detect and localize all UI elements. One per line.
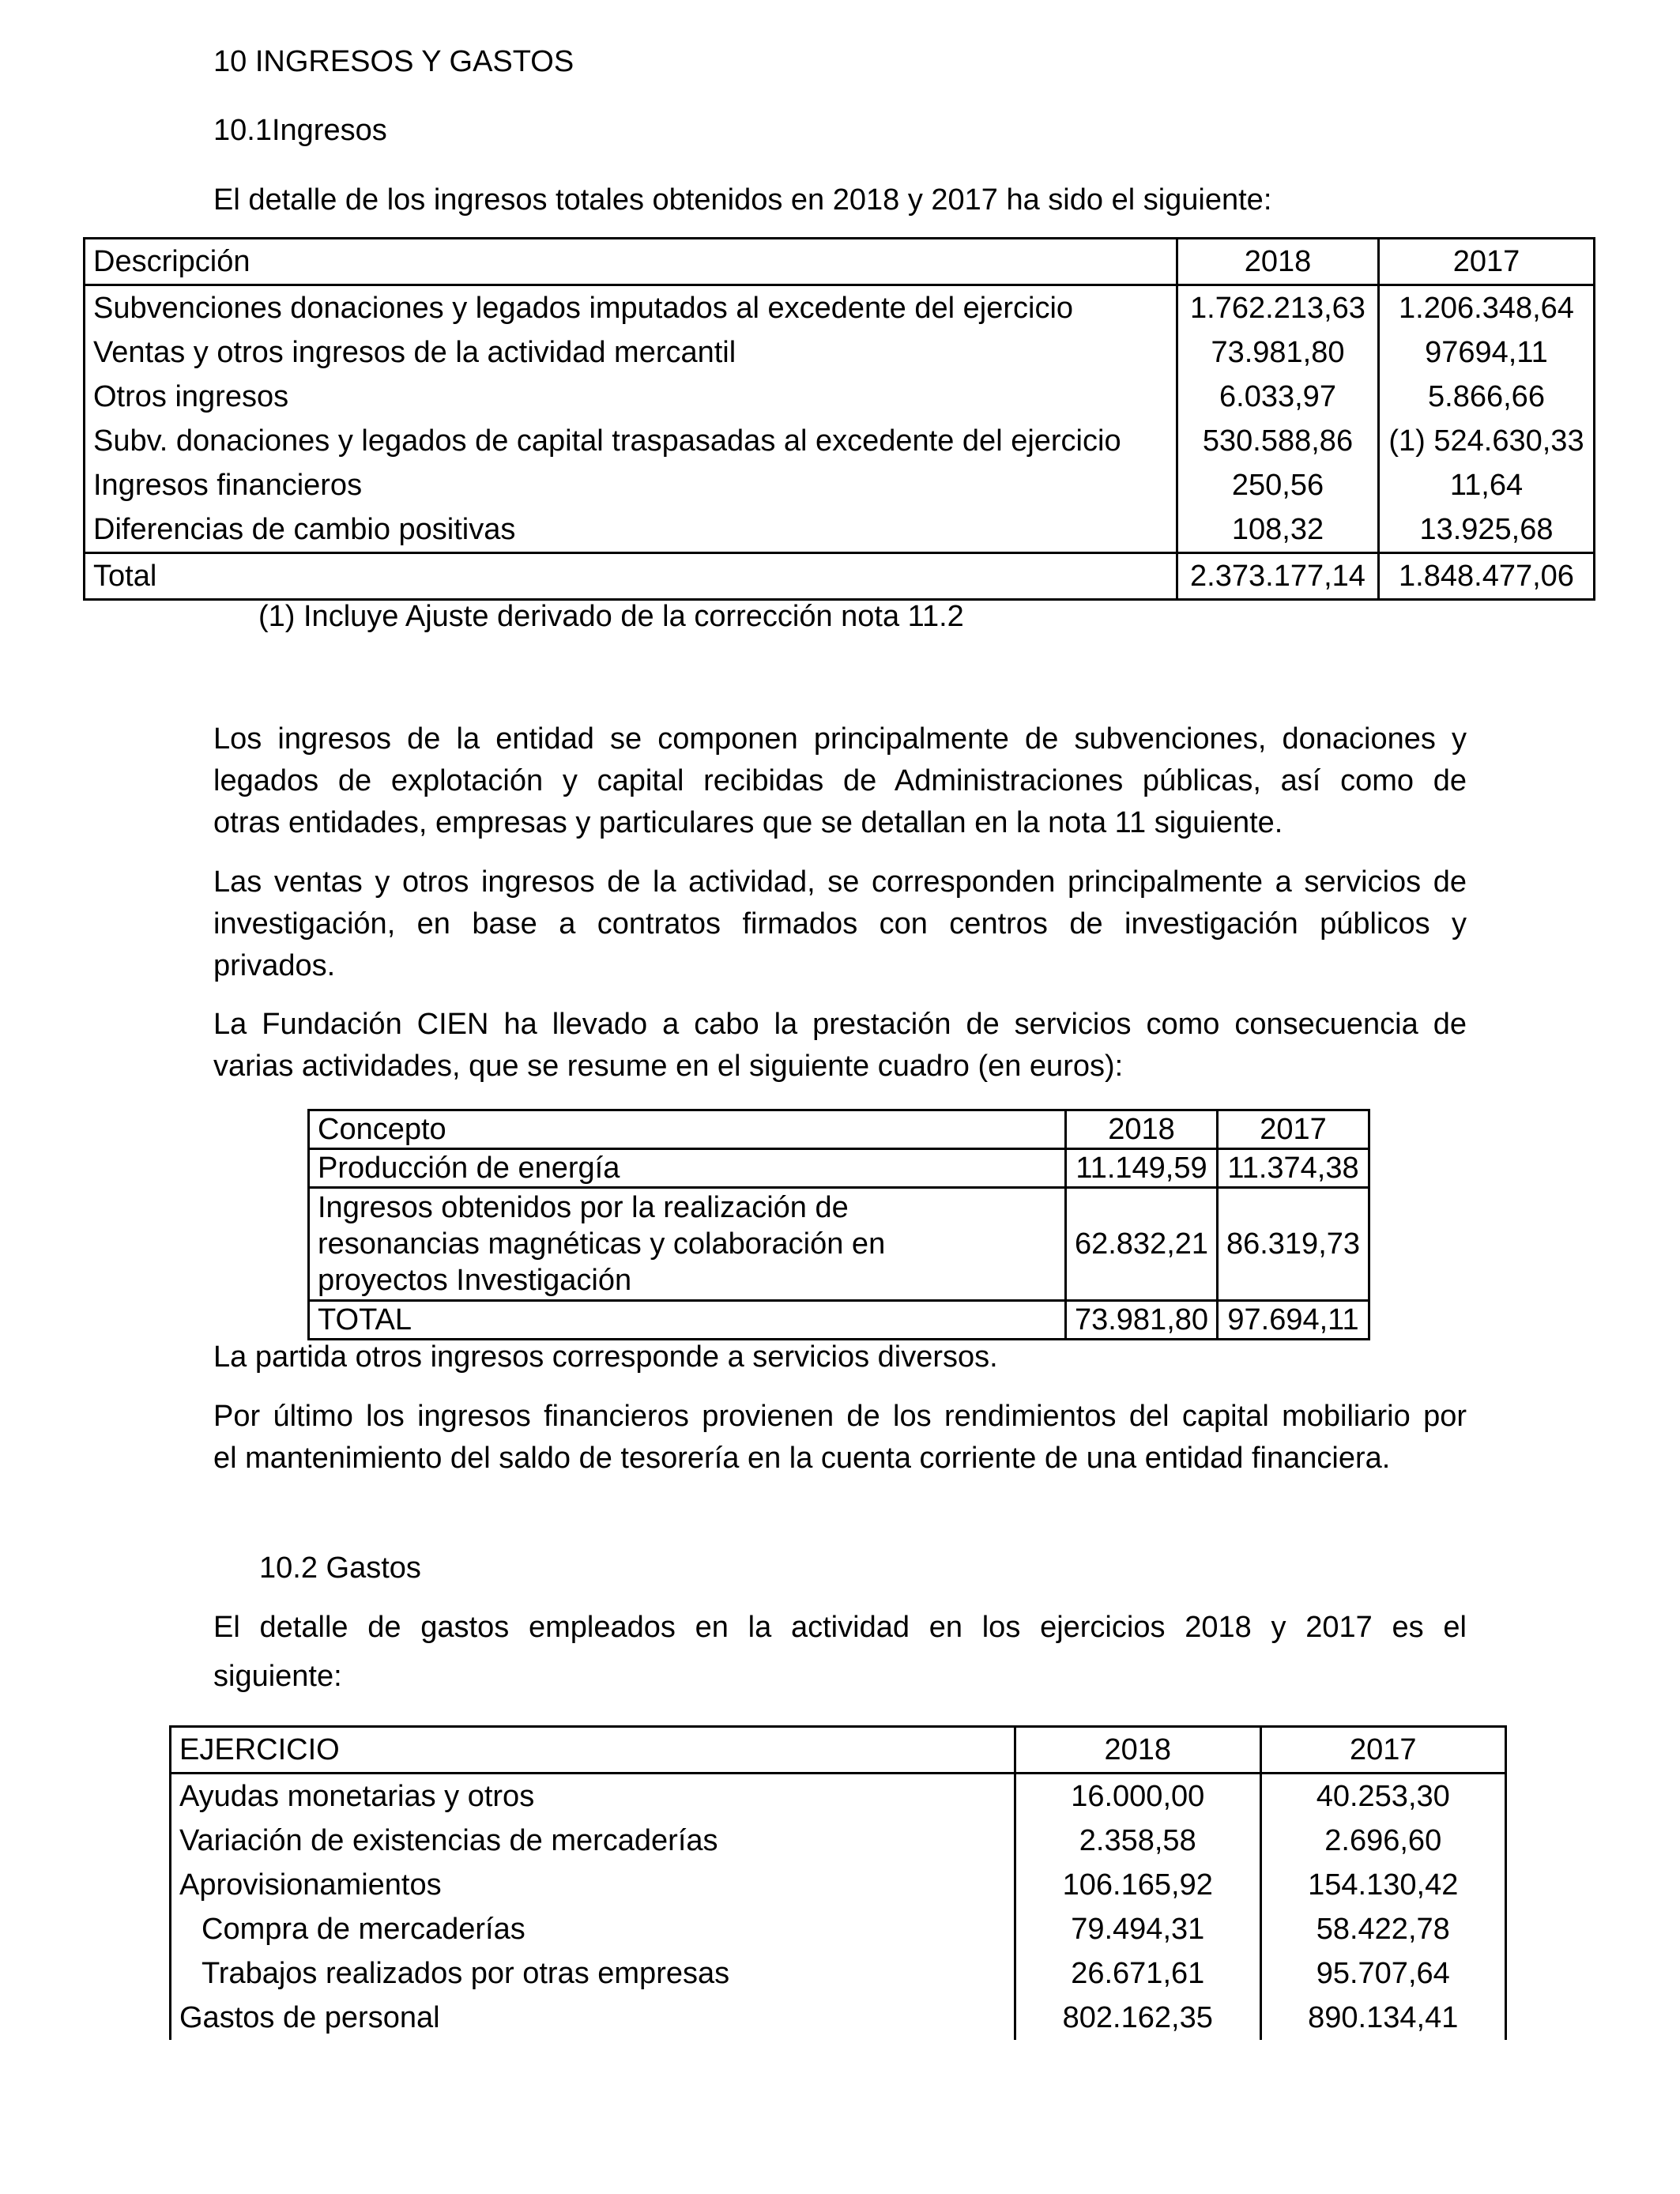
total-2018: 73.981,80 <box>1066 1301 1218 1340</box>
value-2018: 2.358,58 <box>1015 1819 1261 1863</box>
header-cell: 2018 <box>1177 239 1379 285</box>
table-row <box>171 1996 1506 2040</box>
value-2017: 890.134,41 <box>1260 1996 1506 2040</box>
table-row <box>85 463 1595 507</box>
value-2018: 16.000,00 <box>1015 1774 1261 1819</box>
table-header-row <box>171 1727 1506 1774</box>
table-row <box>85 330 1595 375</box>
header-cell: Descripción <box>85 239 1177 285</box>
total-2017: 97.694,11 <box>1218 1301 1369 1340</box>
value-2018: 250,56 <box>1177 463 1379 507</box>
row-label: Variación de existencias de mercaderías <box>171 1819 1015 1863</box>
value-2018: 73.981,80 <box>1177 330 1379 375</box>
gastos-table <box>169 1725 1507 2040</box>
paragraph-line: siguiente: <box>213 1660 342 1693</box>
intro-ingresos: El detalle de los ingresos totales obtenidos en 2018 y 2017 ha sido el siguiente: <box>213 183 1272 217</box>
paragraph-ingresos-financieros <box>213 1396 1467 1480</box>
header-cell: 2017 <box>1218 1110 1369 1149</box>
value-2017: 86.319,73 <box>1218 1188 1369 1301</box>
header-cell: 2018 <box>1015 1727 1261 1774</box>
total-label: Total <box>85 553 1177 600</box>
table-total-row <box>309 1301 1369 1340</box>
intro-gastos <box>213 1603 1467 1701</box>
header-cell: 2018 <box>1066 1110 1218 1149</box>
value-2017: 40.253,30 <box>1260 1774 1506 1819</box>
paragraph-line: el mantenimiento del saldo de tesorería en la cuenta corriente de una entidad financiera. <box>213 1442 1391 1475</box>
table-row <box>171 1951 1506 1996</box>
row-label: Diferencias de cambio positivas <box>85 507 1177 553</box>
value-2018: 1.762.213,63 <box>1177 285 1379 331</box>
value-2018: 530.588,86 <box>1177 419 1379 463</box>
row-label: Ventas y otros ingresos de la actividad mercantil <box>85 330 1177 375</box>
row-label: Aprovisionamientos <box>171 1863 1015 1907</box>
value-2017: 11.374,38 <box>1218 1149 1369 1188</box>
paragraph-fundacion <box>213 1004 1467 1088</box>
paragraph-line: privados. <box>213 949 336 982</box>
value-2018: 106.165,92 <box>1015 1863 1261 1907</box>
paragraph-line: Por último los ingresos financieros provienen de los rendimientos del capital mobiliario por <box>213 1400 1467 1433</box>
table-header-row <box>85 239 1595 285</box>
value-2018: 79.494,31 <box>1015 1907 1261 1951</box>
value-2017: 2.696,60 <box>1260 1819 1506 1863</box>
value-2018: 26.671,61 <box>1015 1951 1261 1996</box>
header-cell: EJERCICIO <box>171 1727 1015 1774</box>
header-cell: 2017 <box>1260 1727 1506 1774</box>
subsection-heading-ingresos: 10.1Ingresos <box>213 114 387 147</box>
value-2017: 5.866,66 <box>1378 375 1594 419</box>
paragraph-ventas <box>213 861 1467 987</box>
table-total-row <box>85 553 1595 600</box>
row-label: Compra de mercaderías <box>171 1907 1015 1951</box>
total-2017: 1.848.477,06 <box>1378 553 1594 600</box>
table-row <box>309 1149 1369 1188</box>
paragraph-otros-ingresos: La partida otros ingresos corresponde a servicios diversos. <box>213 1340 998 1374</box>
value-2017: 97694,11 <box>1378 330 1594 375</box>
row-label: Ayudas monetarias y otros <box>171 1774 1015 1819</box>
table-row <box>85 419 1595 463</box>
value-2018: 108,32 <box>1177 507 1379 553</box>
row-label: Producción de energía <box>309 1149 1066 1188</box>
value-2017: 154.130,42 <box>1260 1863 1506 1907</box>
value-2018: 11.149,59 <box>1066 1149 1218 1188</box>
paragraph-line: Los ingresos de la entidad se componen principalmente de subvenciones, donaciones y <box>213 722 1467 756</box>
row-label: Ingresos financieros <box>85 463 1177 507</box>
value-2018: 62.832,21 <box>1066 1188 1218 1301</box>
paragraph-line: La Fundación CIEN ha llevado a cabo la prestación de servicios como consecuencia de <box>213 1008 1467 1041</box>
value-2017: 58.422,78 <box>1260 1907 1506 1951</box>
row-label: Trabajos realizados por otras empresas <box>171 1951 1015 1996</box>
header-cell: 2017 <box>1378 239 1594 285</box>
paragraph-line: otras entidades, empresas y particulares que se detallan en la nota 11 siguiente. <box>213 806 1283 839</box>
table-header-row <box>309 1110 1369 1149</box>
total-2018: 2.373.177,14 <box>1177 553 1379 600</box>
row-label: Otros ingresos <box>85 375 1177 419</box>
section-heading: 10 INGRESOS Y GASTOS <box>213 45 574 78</box>
value-2017: 1.206.348,64 <box>1378 285 1594 331</box>
paragraph-line: El detalle de gastos empleados en la actividad en los ejercicios 2018 y 2017 es el <box>213 1611 1467 1644</box>
header-cell: Concepto <box>309 1110 1066 1149</box>
table-row <box>309 1188 1369 1301</box>
table-row <box>171 1863 1506 1907</box>
row-label: Ingresos obtenidos por la realización de resonancias magnéticas y colaboración en proyectos Investigación <box>309 1188 1066 1301</box>
paragraph-line: varias actividades, que se resume en el siguiente cuadro (en euros): <box>213 1050 1124 1083</box>
subsection-heading-gastos: 10.2 Gastos <box>259 1551 421 1585</box>
paragraph-line: legados de explotación y capital recibidas de Administraciones públicas, así como de <box>213 764 1467 797</box>
paragraph-line: Las ventas y otros ingresos de la actividad, se corresponden principalmente a servicios de <box>213 865 1467 899</box>
paragraph-ingresos-composicion <box>213 718 1467 844</box>
footnote: (1) Incluye Ajuste derivado de la corrección nota 11.2 <box>258 600 964 633</box>
value-2017: 95.707,64 <box>1260 1951 1506 1996</box>
value-2018: 802.162,35 <box>1015 1996 1261 2040</box>
value-2017: (1) 524.630,33 <box>1378 419 1594 463</box>
row-label: Subv. donaciones y legados de capital traspasadas al excedente del ejercicio <box>85 419 1177 463</box>
table-row <box>85 375 1595 419</box>
servicios-table <box>307 1109 1370 1340</box>
table-row <box>85 507 1595 553</box>
table-row <box>171 1907 1506 1951</box>
value-2017: 11,64 <box>1378 463 1594 507</box>
total-label: TOTAL <box>309 1301 1066 1340</box>
value-2018: 6.033,97 <box>1177 375 1379 419</box>
table-row <box>85 285 1595 331</box>
table-row <box>171 1774 1506 1819</box>
value-2017: 13.925,68 <box>1378 507 1594 553</box>
paragraph-line: investigación, en base a contratos firmados con centros de investigación públicos y <box>213 907 1467 941</box>
ingresos-table <box>83 237 1595 601</box>
row-label: Gastos de personal <box>171 1996 1015 2040</box>
table-row <box>171 1819 1506 1863</box>
row-label: Subvenciones donaciones y legados imputados al excedente del ejercicio <box>85 285 1177 331</box>
